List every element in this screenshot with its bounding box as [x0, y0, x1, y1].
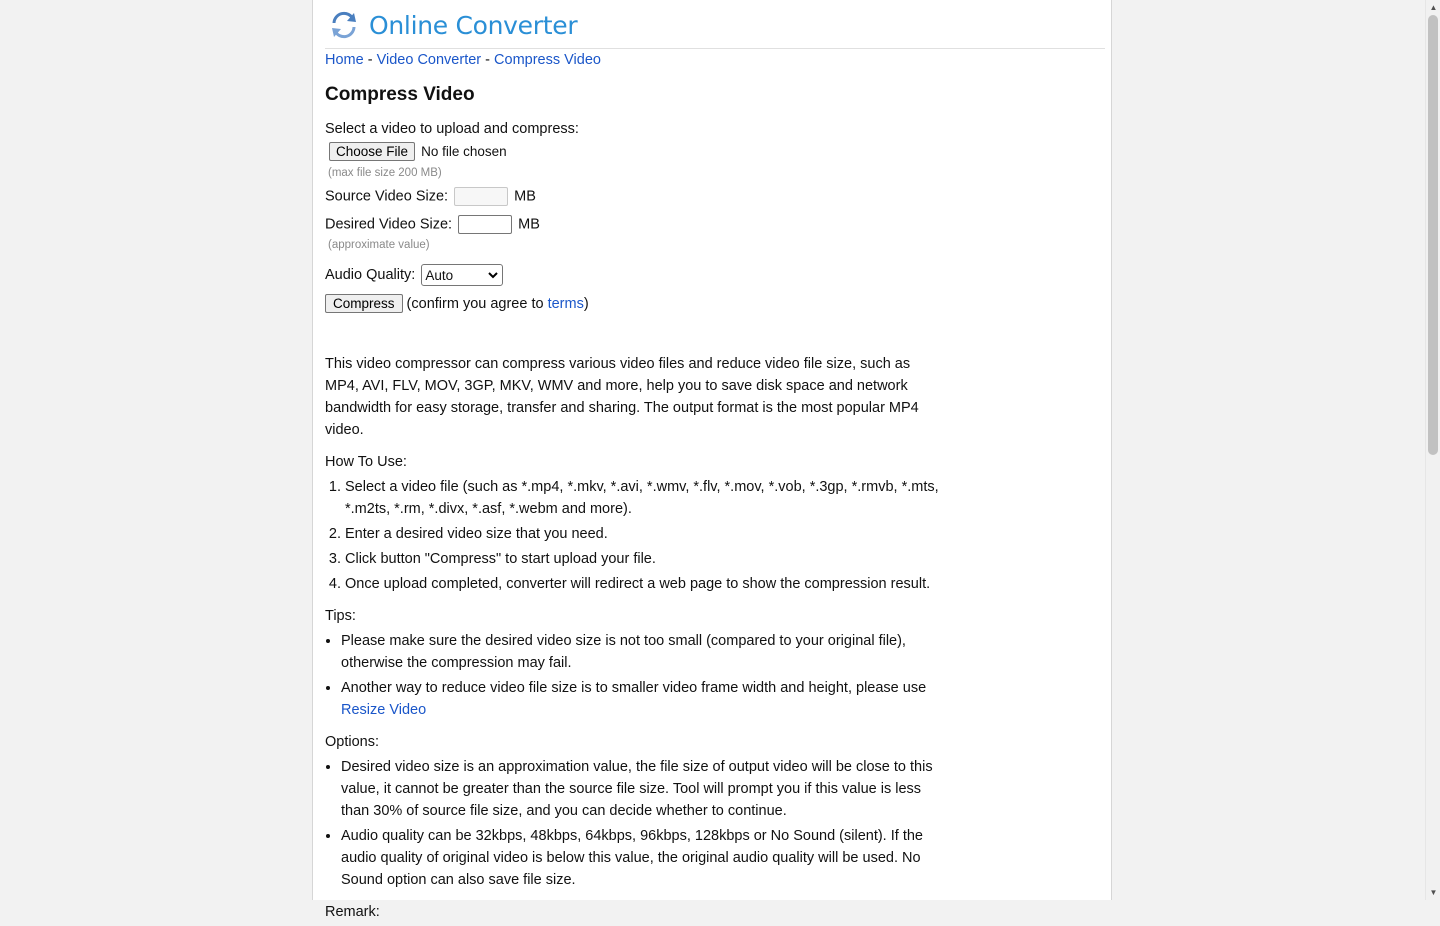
options-title: Options:	[325, 734, 379, 750]
audio-quality-selected-value: Auto	[425, 267, 454, 283]
description-content	[325, 353, 945, 926]
desired-size-unit: MB	[518, 216, 540, 233]
tip-text: Another way to reduce video file size is to smaller video frame width and height, please use	[341, 680, 927, 696]
audio-quality-row	[325, 264, 503, 286]
refresh-arrows-icon[interactable]	[328, 9, 360, 41]
list-item: 2. Enter a desired video size that you need.	[345, 523, 945, 545]
page-title: Compress Video	[325, 84, 475, 105]
file-status-text: No file chosen	[421, 144, 507, 159]
desired-size-input[interactable]	[458, 215, 512, 234]
file-picker	[325, 142, 507, 161]
scroll-up-arrow-icon[interactable]: ▲	[1429, 3, 1438, 12]
remark-title: Remark:	[325, 904, 380, 920]
choose-file-button[interactable]: Choose File	[329, 142, 415, 161]
breadcrumb-separator: -	[367, 52, 373, 68]
desired-size-label: Desired Video Size:	[325, 216, 453, 233]
list-item: 1. Select a video file (such as *.mp4, *.mkv, *.avi, *.wmv, *.flv, *.mov, *.vob, *.3gp, *.rmvb, *.mts, *.m2ts, *.rm, *.divx, *.asf, *.webm and more).	[345, 476, 945, 520]
compress-button[interactable]: Compress	[325, 294, 403, 313]
list-item: • Audio quality can be 32kbps, 48kbps, 64kbps, 96kbps, 128kbps or No Sound (silent). If the audio quality of original video is below this value, the original audio quality will be used. No Sound option can also save file size.	[341, 825, 945, 891]
source-size-unit: MB	[514, 188, 536, 205]
site-title-link[interactable]: Online Converter	[369, 11, 578, 40]
list-item	[341, 677, 945, 721]
breadcrumb-video-converter-link[interactable]: Video Converter	[376, 52, 482, 68]
source-size-row	[325, 187, 536, 206]
intro-paragraph: This video compressor can compress various video files and reduce video file size, such as MP4, AVI, FLV, MOV, 3GP, MKV, WMV and more, help you to save disk space and network bandwidth for easy storage, transfer and sharing. The output format is the most popular MP4 video.	[325, 356, 919, 438]
tips-list	[325, 630, 945, 721]
desired-size-row	[325, 215, 540, 234]
tips-title: Tips:	[325, 608, 356, 624]
audio-quality-select[interactable]	[421, 264, 503, 286]
list-item: • Desired video size is an approximation value, the file size of output video will be close to this value, it cannot be greater than the source file size. Tool will prompt you if this value is less than 30% of source file size, and you can decide whether to continue.	[341, 756, 945, 822]
scrollbar-thumb[interactable]	[1428, 15, 1438, 455]
list-item: 4. Once upload completed, converter will redirect a web page to show the compression result.	[345, 573, 945, 595]
max-file-size-hint: (max file size 200 MB)	[328, 167, 442, 179]
list-item: 3. Click button "Compress" to start upload your file.	[345, 548, 945, 570]
source-size-field	[454, 187, 508, 206]
audio-quality-label: Audio Quality:	[325, 266, 416, 283]
breadcrumb-home-link[interactable]: Home	[325, 52, 364, 68]
resize-video-link[interactable]: Resize Video	[341, 702, 427, 718]
source-size-label: Source Video Size:	[325, 188, 449, 205]
scroll-down-arrow-icon[interactable]: ▼	[1429, 888, 1438, 897]
breadcrumb-separator: -	[485, 52, 490, 68]
chevron-down-icon	[488, 270, 498, 280]
breadcrumb-compress-video-link[interactable]: Compress Video	[494, 52, 601, 68]
list-item: • Please make sure the desired video size is not too small (compared to your original file), otherwise the compression may fail.	[341, 630, 945, 674]
select-video-label: Select a video to upload and compress:	[325, 121, 579, 137]
site-header	[325, 8, 1105, 49]
compress-row	[325, 294, 589, 313]
how-to-list	[325, 476, 945, 595]
vertical-scrollbar[interactable]	[1425, 0, 1440, 900]
options-list	[325, 756, 945, 891]
page-container	[312, 0, 1112, 920]
terms-link[interactable]: terms	[547, 296, 584, 312]
confirm-text-suffix: )	[583, 296, 589, 312]
breadcrumb	[325, 52, 601, 68]
confirm-text-prefix: (confirm you agree to	[406, 296, 548, 312]
how-to-title: How To Use:	[325, 454, 407, 470]
approximate-value-hint: (approximate value)	[328, 239, 430, 251]
